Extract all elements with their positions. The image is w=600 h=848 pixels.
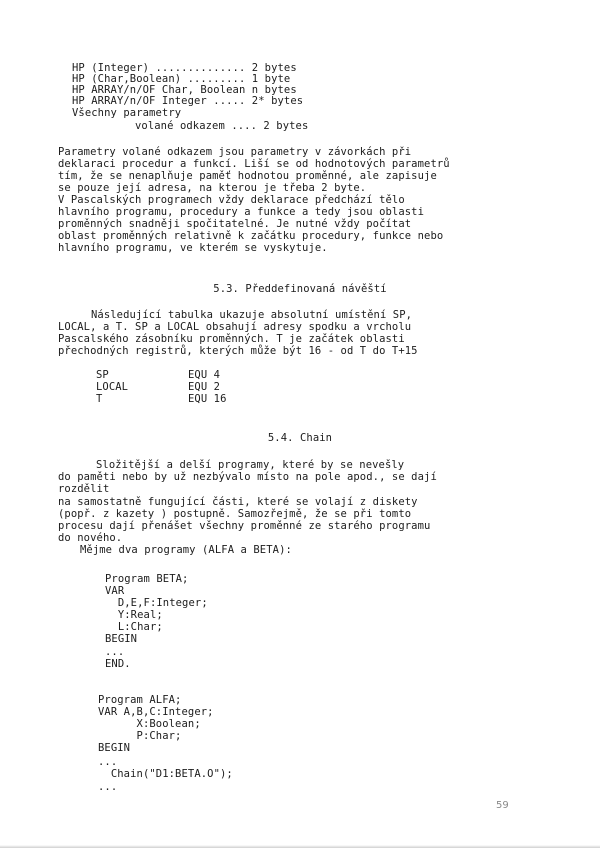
section-line: přechodných registrů, kterých může být 16 - od T do T+15 — [58, 345, 418, 357]
equ-value: EQU 2 — [188, 381, 221, 393]
code-line: END. — [105, 658, 131, 670]
size-line-by-reference: volané odkazem .... 2 bytes — [135, 120, 309, 132]
section-line: (popř. z kazety ) postupně. Samozřejmě, že se při tomto — [58, 508, 412, 520]
paragraph-line: se pouze její adresa, na kterou je třeba 2 byte. — [58, 182, 367, 194]
equ-value: EQU 4 — [188, 369, 221, 381]
code-line: X:Boolean; — [98, 718, 201, 730]
section-line: Následující tabulka ukazuje absolutní umístění SP, — [91, 309, 413, 321]
code-line: ... — [98, 756, 118, 768]
section-heading-5-3: 5.3. Předdefinovaná návěští — [213, 283, 387, 295]
section-line: Mějme dva programy (ALFA a BETA): — [80, 544, 292, 556]
code-line: Program BETA; — [105, 573, 189, 585]
paragraph-line: hlavního programu, ve kterém se vyskytuje. — [58, 242, 328, 254]
equ-label: T — [96, 393, 103, 405]
section-line: Složitější a delší programy, které by se nevešly — [96, 459, 405, 471]
section-line: do paměti nebo by už nezbývalo místo na pole apod., se dají — [58, 471, 437, 483]
paragraph-line: deklaraci procedur a funkcí. Liší se od hodnotových parametrů — [58, 158, 450, 170]
code-line: ... — [98, 781, 118, 793]
size-line-array-char: HP ARRAY/n/OF Char, Boolean n bytes — [72, 84, 297, 96]
paragraph-line: oblast proměnných relativně k začátku procedury, funkce nebo — [58, 230, 444, 242]
equ-label: LOCAL — [96, 381, 129, 393]
section-line: Pascalského zásobníku proměnných. T je začátek oblasti — [58, 333, 405, 345]
section-line: LOCAL, a T. SP a LOCAL obsahují adresy spodku a vrcholu — [58, 321, 412, 333]
paragraph-line: V Pascalských programech vždy deklarace předchází tělo — [58, 194, 405, 206]
paragraph-line: tím, že se nenaplňuje paměť hodnotou proměnné, ale zapisuje — [58, 170, 437, 182]
code-line: VAR A,B,C:Integer; — [98, 706, 214, 718]
code-line: Y:Real; — [105, 609, 163, 621]
code-line: Program ALFA; — [98, 694, 182, 706]
code-line: Chain("D1:BETA.O"); — [98, 768, 233, 780]
code-line: BEGIN — [98, 742, 131, 754]
paragraph-line: hlavního programu, procedury a funkce a tedy jsou oblasti — [58, 206, 425, 218]
equ-value: EQU 16 — [188, 393, 227, 405]
page-number: 59 — [496, 800, 509, 811]
code-line: D,E,F:Integer; — [105, 597, 208, 609]
code-line: P:Char; — [98, 730, 182, 742]
paragraph-line: Parametry volané odkazem jsou parametry v závorkách při — [58, 146, 412, 158]
section-heading-5-4: 5.4. Chain — [267, 432, 333, 444]
code-line: VAR — [105, 585, 125, 597]
code-line: L:Char; — [105, 621, 163, 633]
size-line-array-integer: HP ARRAY/n/OF Integer ..... 2* bytes — [72, 95, 304, 107]
size-line-all-params: Všechny parametry — [72, 107, 182, 119]
size-line-integer: HP (Integer) .............. 2 bytes — [72, 62, 297, 74]
section-line: na samostatně fungující části, které se volají z diskety — [58, 496, 418, 508]
section-line: procesu dají přenášet všechny proměnné ze starého programu — [58, 520, 431, 532]
size-line-char-boolean: HP (Char,Boolean) ......... 1 byte — [72, 73, 291, 85]
paragraph-line: proměnných snadněji spočitatelné. Je nutné vždy počítat — [58, 218, 412, 230]
section-line: rozdělit — [58, 483, 110, 495]
code-line: BEGIN — [105, 633, 138, 645]
section-line: do nového. — [58, 532, 123, 544]
code-line: ... — [105, 646, 125, 658]
equ-label: SP — [96, 369, 109, 381]
